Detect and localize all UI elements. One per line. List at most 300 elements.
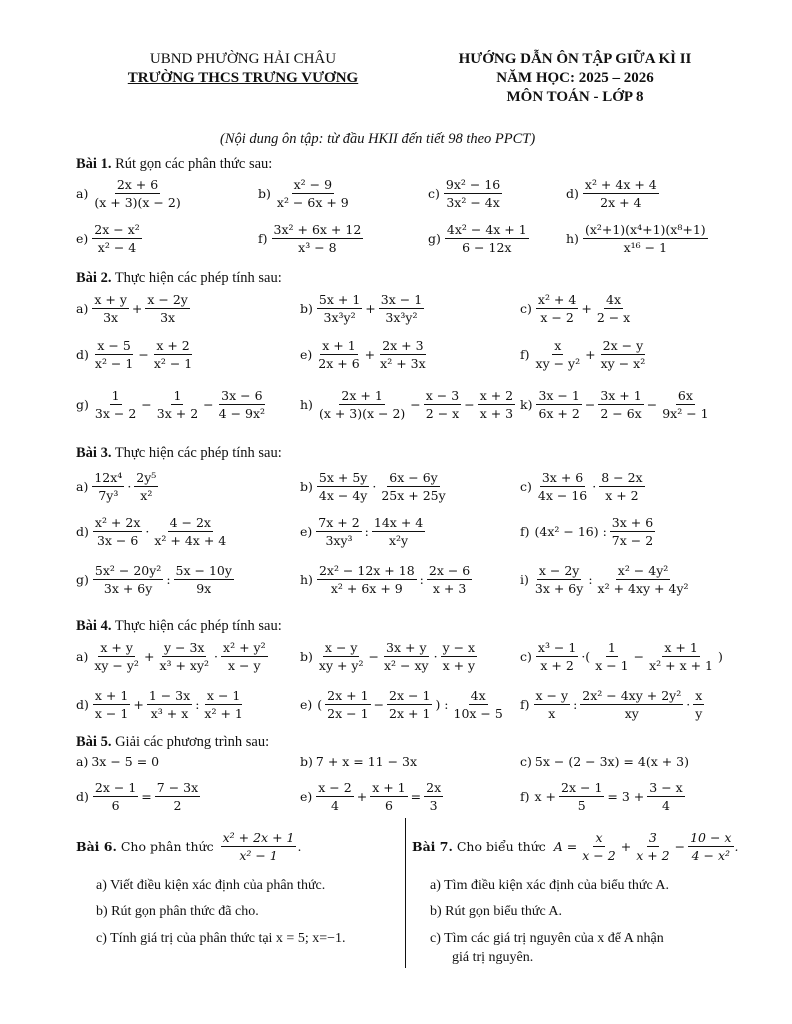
fraction — [693, 688, 704, 721]
fraction — [317, 563, 417, 596]
numerator: 7 − 3x — [156, 780, 199, 795]
denominator: 4 − 9x² — [218, 406, 266, 421]
item-label: h) — [300, 572, 313, 587]
fraction — [157, 640, 211, 673]
operator: − — [646, 397, 658, 412]
fraction — [598, 388, 643, 421]
fraction — [593, 640, 630, 673]
bai3-text: Thực hiện các phép tính sau: — [114, 445, 282, 461]
operator: + — [581, 301, 592, 316]
numerator: 3x − 1 — [380, 292, 423, 307]
bai2-text: Thực hiện các phép tính sau: — [114, 270, 282, 286]
item-label: a) — [76, 754, 89, 769]
bai4-text: Thực hiện các phép tính sau: — [114, 618, 282, 634]
numerator: x − 3 — [425, 388, 460, 403]
numerator: 2x + 6 — [116, 177, 159, 192]
item-label: h) — [300, 397, 313, 412]
operator: − — [368, 649, 379, 664]
bai3-item-h — [300, 563, 473, 596]
item-label: e) — [300, 524, 313, 539]
numerator: x³ − 1 — [537, 640, 577, 655]
bai5-text: Giải các phương trình sau: — [115, 734, 270, 750]
operator: : — [364, 524, 369, 539]
item-label: e) — [76, 231, 89, 246]
denominator: x − 1 — [94, 706, 129, 721]
denominator: 4 — [662, 798, 670, 813]
fraction — [145, 292, 190, 325]
fraction — [155, 388, 200, 421]
denominator: 3x − 6 — [96, 533, 139, 548]
item-label: b) — [300, 479, 313, 494]
denominator: x² − 1 — [239, 848, 278, 863]
denominator: x + 3 — [479, 406, 514, 421]
fraction — [536, 292, 578, 325]
fraction — [325, 688, 370, 721]
denominator: 4 — [331, 798, 339, 813]
numerator: 2x − 1 — [561, 780, 603, 795]
fraction — [379, 292, 424, 325]
fraction — [316, 780, 353, 813]
numerator: 6x — [677, 388, 693, 403]
denominator: 4 − x² — [691, 848, 731, 863]
fraction — [452, 688, 505, 721]
item-label: i) — [520, 572, 529, 587]
operator: − — [203, 397, 214, 412]
fraction — [379, 470, 447, 503]
fraction — [378, 338, 427, 371]
numerator: 3x + y — [386, 640, 427, 655]
item-label: b) — [300, 649, 313, 664]
denominator: x³ − 8 — [298, 240, 337, 255]
fraction — [202, 688, 244, 721]
denominator: 2x + 6 — [318, 356, 360, 371]
bai7-expression — [552, 830, 739, 863]
denominator: x² − 1 — [153, 356, 193, 371]
bai2-item-a — [76, 292, 191, 325]
denominator: x²y — [389, 533, 409, 548]
fraction — [92, 470, 124, 503]
operator: + — [365, 301, 376, 316]
item-label: d) — [76, 347, 89, 362]
numerator: 1 — [173, 388, 182, 403]
denominator: 4x − 4y — [318, 488, 368, 503]
bai7-part-c: c) Tìm các giá trị nguyên của x để A nhận — [430, 931, 664, 946]
numerator: x − y — [535, 688, 569, 703]
numerator: 3x − 1 — [538, 388, 580, 403]
bai6-part-c: c) Tính giá trị của phân thức tại x = 5; x=−1. — [96, 931, 346, 946]
fraction — [534, 338, 583, 371]
numerator: x — [554, 338, 562, 353]
equation: 5x − (2 − 3x) = 4(x + 3) — [534, 754, 689, 769]
bai3-item-b — [300, 470, 449, 503]
bai5-item-c — [520, 754, 689, 769]
bai1-item-h — [566, 222, 709, 255]
denominator: 3x + 2 — [156, 406, 199, 421]
numerator: x² − 4y² — [617, 563, 669, 578]
operator: : — [573, 697, 578, 712]
item-label: b) — [300, 301, 313, 316]
expression-prefix: (4x² − 16) : — [534, 524, 607, 539]
numerator: x + 1 — [94, 688, 129, 703]
denominator: x² − xy — [383, 658, 429, 673]
fraction — [688, 830, 733, 863]
numerator: 5x + 1 — [318, 292, 361, 307]
item-label: f) — [520, 789, 530, 804]
item-label: c) — [520, 649, 532, 664]
fraction — [441, 640, 478, 673]
bai2-item-d — [76, 338, 195, 371]
denominator: x³ + xy² — [159, 658, 210, 673]
operator: · — [214, 649, 219, 664]
bai5-item-a — [76, 754, 159, 769]
denominator: xy − y² — [535, 356, 581, 371]
fraction — [634, 830, 671, 863]
bai7-heading — [412, 830, 738, 863]
item-label: f) — [520, 524, 530, 539]
numerator: 3x + 6 — [541, 470, 584, 485]
denominator: 2x + 1 — [389, 706, 431, 721]
fraction — [92, 177, 182, 210]
denominator: x² + 1 — [204, 706, 243, 721]
item-label: g) — [76, 397, 89, 412]
numerator: x² − 9 — [293, 177, 333, 192]
item-label: c) — [520, 754, 532, 769]
school-name: TRƯỜNG THCS TRƯNG VƯƠNG — [127, 70, 359, 86]
denominator: x + y — [442, 658, 476, 673]
equation: 7 + x = 11 − 3x — [315, 754, 418, 769]
denominator: 9x — [196, 581, 212, 596]
denominator: xy − x² — [600, 356, 646, 371]
bai4-item-f — [520, 688, 705, 721]
org-name: UBND PHƯỜNG HẢI CHÂU — [149, 51, 337, 67]
bai3-item-g — [76, 563, 235, 596]
fraction — [536, 640, 578, 673]
numerator: x² + 2x — [94, 515, 141, 530]
denominator: 6 − 12x — [462, 240, 512, 255]
operator: · — [145, 524, 150, 539]
numerator: 1 — [111, 388, 120, 403]
numerator: x − 1 — [206, 688, 241, 703]
fraction — [92, 222, 141, 255]
numerator: 14x + 4 — [373, 515, 424, 530]
operator: : — [195, 697, 200, 712]
operator: − — [410, 397, 421, 412]
denominator: x + 2 — [540, 658, 574, 673]
numerator: x² + 4x + 4 — [584, 177, 657, 192]
numerator: x + y — [94, 292, 127, 307]
numerator: 1 − 3x — [148, 688, 191, 703]
fraction — [93, 515, 142, 548]
operator: ·( — [581, 649, 591, 664]
operator: + — [356, 789, 368, 804]
operator: = — [141, 789, 152, 804]
numerator: 3x² + 6x + 12 — [273, 222, 362, 237]
operator: − — [464, 397, 475, 412]
bai4-item-a — [76, 640, 269, 673]
numerator: 4 − 2x — [169, 515, 211, 530]
school-year: NĂM HỌC: 2025 – 2026 — [496, 70, 654, 86]
numerator: y − 3x — [163, 640, 205, 655]
denominator: x² + 3x — [380, 356, 426, 371]
numerator: 2x − y — [602, 338, 644, 353]
numerator: 5x + 5y — [318, 470, 368, 485]
numerator: x − 2y — [147, 292, 188, 307]
numerator: 2x² − 12x + 18 — [318, 563, 415, 578]
numerator: 1 — [607, 640, 616, 655]
denominator: x² + 4x + 4 — [154, 533, 227, 548]
fraction — [599, 338, 648, 371]
operator: · — [127, 479, 132, 494]
item-label: a) — [76, 649, 89, 664]
bai7-title: Bài 7. — [412, 839, 453, 854]
close-paren: ) — [718, 649, 723, 664]
fraction — [221, 830, 297, 863]
bai5-item-f — [520, 780, 686, 813]
bai4-title: Bài 4. — [76, 618, 112, 634]
numerator: 8 − 2x — [601, 470, 643, 485]
numerator: x + 1 — [322, 338, 356, 353]
column-divider — [405, 818, 406, 968]
item-label: d) — [76, 524, 89, 539]
denominator: x² − 1 — [94, 356, 134, 371]
fraction — [534, 688, 571, 721]
denominator: x³ + x — [150, 706, 189, 721]
operator: : — [166, 572, 171, 587]
fraction — [317, 388, 407, 421]
numerator: 2x − 1 — [94, 780, 137, 795]
fraction — [424, 780, 443, 813]
numerator: x² + y² — [223, 640, 266, 655]
denominator: x − y — [228, 658, 261, 673]
bai3-item-a — [76, 470, 159, 503]
fraction — [647, 780, 684, 813]
bai7-text: Cho biểu thức — [456, 839, 546, 854]
subject: MÔN TOÁN - LỚP 8 — [506, 89, 644, 105]
denominator: 3x³y² — [323, 310, 356, 325]
denominator: 7x − 2 — [611, 533, 654, 548]
operator: · — [372, 479, 377, 494]
denominator: 5 — [577, 798, 586, 813]
bai3-item-f — [520, 515, 656, 548]
bai5-heading — [76, 734, 269, 751]
denominator: xy − y² — [94, 658, 139, 673]
bai1-item-d — [566, 177, 660, 210]
operator: : — [419, 572, 424, 587]
bai7-part-a: a) Tìm điều kiện xác định của biểu thức A. — [430, 878, 670, 893]
denominator: 10x − 5 — [453, 706, 503, 721]
denominator: x² − 6x + 9 — [276, 195, 349, 210]
numerator: x − 2y — [538, 563, 580, 578]
fraction — [445, 222, 529, 255]
fraction — [92, 292, 129, 325]
fraction — [647, 640, 715, 673]
header-right — [430, 50, 720, 107]
fraction — [478, 388, 515, 421]
numerator: 2x − 6 — [428, 563, 471, 578]
item-label: d) — [76, 789, 89, 804]
numerator: x − 5 — [97, 338, 131, 353]
numerator: 12x⁴ — [94, 470, 123, 485]
numerator: x² + 2x + 1 — [222, 830, 295, 845]
denominator: 2 − x — [425, 406, 460, 421]
denominator: 3x − 2 — [94, 406, 137, 421]
fraction — [316, 338, 361, 371]
fraction — [372, 515, 425, 548]
denominator: x − 2 — [540, 310, 574, 325]
item-label: c) — [520, 479, 532, 494]
operator: · — [592, 479, 597, 494]
fraction — [596, 563, 691, 596]
bai2-title: Bài 2. — [76, 270, 112, 286]
denominator: 3x³y² — [385, 310, 418, 325]
operator: − — [674, 839, 686, 854]
operator: + — [143, 649, 155, 664]
bai2-item-h — [300, 388, 516, 421]
item-label: e) — [300, 697, 313, 712]
item-label: c) — [520, 301, 532, 316]
punctuation: . — [734, 839, 739, 854]
operator: + — [585, 347, 596, 362]
bai1-heading — [76, 156, 272, 173]
numerator: 5x² − 20y² — [94, 563, 162, 578]
denominator: 6 — [384, 798, 393, 813]
fraction — [370, 780, 407, 813]
fraction — [217, 388, 267, 421]
numerator: 2x − 1 — [389, 688, 431, 703]
bai2-heading — [76, 270, 282, 287]
numerator: 2x² − 4xy + 2y² — [582, 688, 682, 703]
fraction — [93, 338, 135, 371]
fraction — [533, 563, 585, 596]
numerator: 2x + 1 — [327, 688, 369, 703]
bai1-item-c — [428, 177, 503, 210]
bai6-title: Bài 6. — [76, 839, 117, 854]
operator: = 3 + — [607, 789, 645, 804]
bai1-item-e — [76, 222, 143, 255]
fraction — [221, 640, 268, 673]
denominator: x² + 6x + 9 — [330, 581, 403, 596]
fraction — [272, 222, 364, 255]
denominator: x + 2 — [636, 848, 670, 863]
numerator: x + 1 — [372, 780, 406, 795]
item-label: d) — [76, 697, 89, 712]
operator: − — [373, 697, 385, 712]
numerator: x + 1 — [664, 640, 698, 655]
bai4-item-b — [300, 640, 478, 673]
equation: 3x − 5 = 0 — [91, 754, 160, 769]
bai1-title: Bài 1. — [76, 156, 112, 172]
fraction — [92, 640, 141, 673]
numerator: 3 − x — [649, 780, 683, 795]
denominator: x − 1 — [595, 658, 629, 673]
fraction — [134, 470, 158, 503]
denominator: x + 2 — [605, 488, 639, 503]
fraction — [93, 688, 130, 721]
denominator: x − 2 — [582, 848, 616, 863]
bai2-item-b — [300, 292, 425, 325]
fraction — [382, 640, 431, 673]
operator: − — [584, 397, 596, 412]
numerator: 5x − 10y — [175, 563, 232, 578]
item-label: b) — [258, 186, 271, 201]
denominator: xy — [624, 706, 639, 721]
bai1-item-b — [258, 177, 352, 210]
doc-title: HƯỚNG DẪN ÔN TẬP GIỮA KÌ II — [458, 51, 692, 67]
fraction — [424, 388, 461, 421]
operator: · — [686, 697, 691, 712]
bai5-title: Bài 5. — [76, 734, 112, 750]
item-label: g) — [76, 572, 89, 587]
numerator: x — [595, 830, 603, 845]
expression-prefix: x + — [534, 789, 557, 804]
fraction — [147, 688, 192, 721]
item-label: f) — [520, 347, 530, 362]
denominator: x — [548, 706, 556, 721]
denominator: y — [695, 706, 703, 721]
fraction — [152, 515, 228, 548]
bai1-item-f — [258, 222, 364, 255]
bai3-title: Bài 3. — [76, 445, 112, 461]
fraction — [583, 177, 659, 210]
fraction — [93, 388, 138, 421]
denominator: x¹⁶ − 1 — [623, 240, 668, 255]
fraction — [660, 388, 710, 421]
numerator: 2x + 1 — [341, 388, 383, 403]
bai5-item-e — [300, 780, 444, 813]
fraction — [174, 563, 234, 596]
fraction — [444, 177, 502, 210]
numerator: 2y⁵ — [136, 470, 157, 485]
item-label: c) — [428, 186, 440, 201]
bai5-item-d — [76, 780, 201, 813]
denominator: x² + 4xy + 4y² — [597, 581, 689, 596]
fraction — [275, 177, 351, 210]
item-label: a) — [76, 301, 89, 316]
bai3-item-d — [76, 515, 229, 548]
bai1-item-g — [428, 222, 530, 255]
fraction — [559, 780, 604, 813]
bai7-part-c-cont: giá trị nguyên. — [452, 950, 534, 965]
fraction — [583, 222, 708, 255]
bai2-item-e — [300, 338, 429, 371]
operator: − — [633, 649, 645, 664]
numerator: 6x − 6y — [389, 470, 438, 485]
numerator: 2x + 3 — [382, 338, 424, 353]
operator: · — [433, 649, 438, 664]
numerator: x — [695, 688, 703, 703]
item-label: g) — [428, 231, 441, 246]
numerator: x + 2 — [479, 388, 514, 403]
fraction — [387, 688, 432, 721]
fraction — [155, 780, 200, 813]
operator: − — [138, 347, 149, 362]
denominator: 3x — [160, 310, 176, 325]
denominator: 2 — [173, 798, 182, 813]
operator: + — [364, 347, 376, 362]
fraction — [595, 292, 632, 325]
fraction — [580, 688, 683, 721]
operator: − — [141, 397, 152, 412]
fraction — [580, 830, 617, 863]
denominator: 3x — [103, 310, 119, 325]
fraction — [152, 338, 194, 371]
fraction — [317, 640, 366, 673]
numerator: 10 − x — [690, 830, 732, 845]
item-label: f) — [258, 231, 268, 246]
item-label: e) — [300, 789, 313, 804]
denominator: xy + y² — [318, 658, 364, 673]
numerator: x + y — [100, 640, 133, 655]
